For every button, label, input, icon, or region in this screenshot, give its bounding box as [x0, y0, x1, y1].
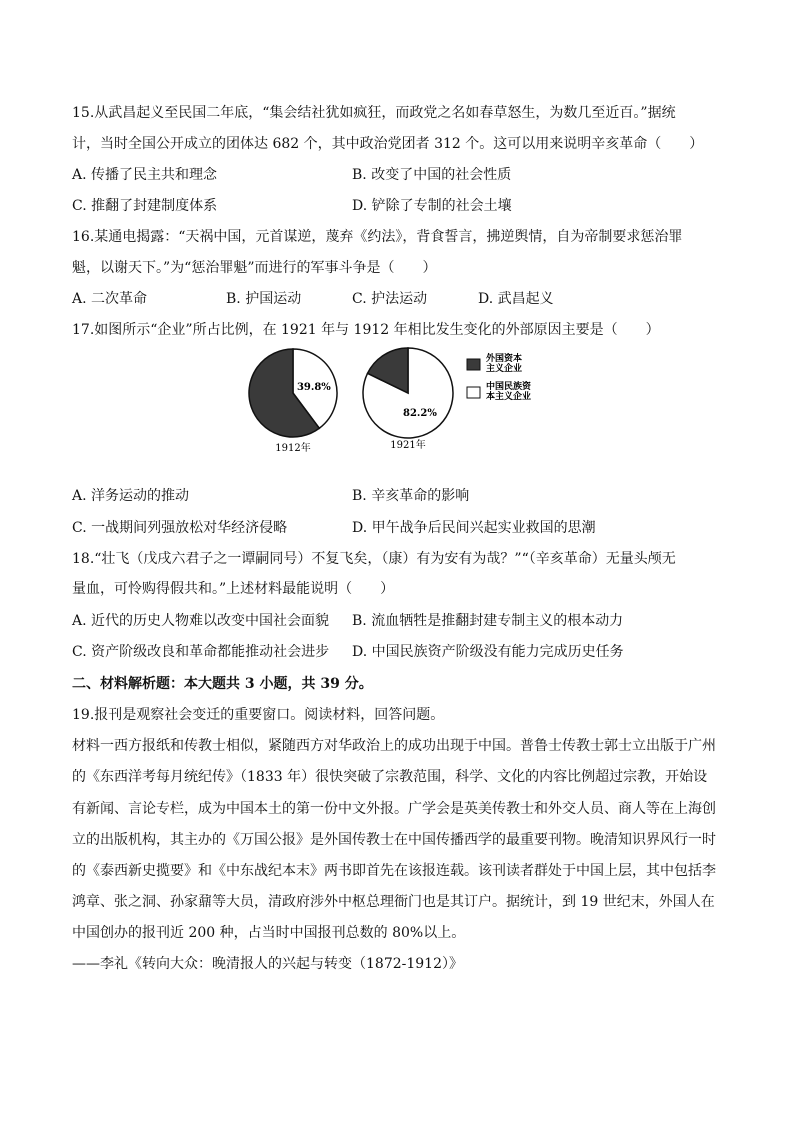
q15-option-c[interactable]: C. 推翻了封建制度体系	[72, 198, 218, 214]
q17-line-1: 17.如图所示“企业”所占比例，在 1921 年与 1912 年相比发生变化的外部原因主要是（ ）	[72, 322, 660, 338]
pie-chart-svg	[240, 345, 570, 460]
q16-line-1: 16.某通电揭露：“天祸中国，元首谋逆，蔑弃《约法》，背食誓言，拂逆舆情，自为帝制要求惩治罪	[72, 229, 683, 245]
q15-option-b[interactable]: B. 改变了中国的社会性质	[352, 167, 512, 183]
q19-intro: 19.报刊是观察社会变迁的重要窗口。阅读材料，回答问题。	[72, 707, 445, 723]
q16-option-d[interactable]: D. 武昌起义	[478, 291, 554, 307]
legend-label-domestic-line-1: 中国民族资	[486, 382, 532, 392]
q16-option-a[interactable]: A. 二次革命	[72, 291, 148, 307]
legend-label-domestic-line-2: 本主义企业	[486, 392, 532, 402]
pie-1921-domestic-percent-label: 82.2%	[403, 408, 437, 420]
q15-line-2: 计，当时全国公开成立的团体达 682 个，其中政治党团者 312 个。这可以用来说明辛亥革命（ ）	[72, 136, 704, 152]
q17-option-c[interactable]: C. 一战期间列强放松对华经济侵略	[72, 520, 288, 536]
q19-material-line-6: 鸿章、张之洞、孙家鼐等大员，清政府涉外中枢总理衙门也是其订户。据统计，到 19 世纪末，外国人在	[72, 894, 715, 910]
legend-label-foreign-line-1: 外国资本	[486, 354, 523, 364]
q19-material-line-3: 有新闻、言论专栏，成为中国本土的第一份中文外报。广学会是英美传教士和外交人员、商人等在上海创	[72, 801, 716, 817]
q19-material-line-5: 的《泰西新史揽要》和《中东战纪本末》两书即首先在该报连载。该刊读者群处于中国上层，其中包括李	[72, 863, 716, 879]
q17-option-d[interactable]: D. 甲午战争后民间兴起实业救国的思潮	[352, 520, 596, 536]
pie-1921-year-label: 1921年	[390, 440, 426, 451]
legend-label-foreign-line-2: 主义企业	[486, 364, 523, 374]
q17-option-a[interactable]: A. 洋务运动的推动	[72, 488, 190, 504]
q18-line-2: 量血，可怜购得假共和。”上述材料最能说明（ ）	[72, 581, 395, 597]
q17-option-b[interactable]: B. 辛亥革命的影响	[352, 488, 470, 504]
pie-1912-year-label: 1912年	[275, 443, 311, 454]
q19-material-line-2: 的《东西洋考每月统纪传》（1833 年）很快突破了宗教范围，科学、文化的内容比例超过宗教，开始设	[72, 769, 708, 785]
q18-line-1: 18.“壮飞（戊戌六君子之一谭嗣同号）不复飞矣，（康）有为安有为哉？”“（辛亥革命）无量头颅无	[72, 551, 676, 567]
pie-1912-domestic-percent-label: 39.8%	[296, 382, 331, 394]
q18-option-a[interactable]: A. 近代的历史人物难以改变中国社会面貌	[72, 613, 330, 629]
legend-label-foreign	[486, 352, 525, 374]
q15-option-a[interactable]: A. 传播了民主共和理念	[72, 167, 218, 183]
q16-line-2: 魁，以谢天下。”为“惩治罪魁”而进行的军事斗争是（ ）	[72, 260, 437, 276]
q15-option-d[interactable]: D. 铲除了专制的社会土壤	[352, 198, 512, 214]
q19-material-line-7: 中国创办的报刊近 200 种，占当时中国报刊总数的 80%以上。	[72, 925, 466, 941]
legend-swatch-foreign	[467, 359, 480, 370]
legend-swatch-domestic	[467, 387, 480, 398]
q15-line-1: 15.从武昌起义至民国二年底，“集会结社犹如疯狂，而政党之名如春草怒生，为数几至近百。”据统	[72, 105, 676, 121]
q18-option-d[interactable]: D. 中国民族资产阶级没有能力完成历史任务	[352, 644, 624, 660]
section-2-heading: 二、材料解析题：本大题共 3 小题，共 39 分。	[72, 676, 373, 692]
pie-1912	[249, 349, 337, 437]
q17-pie-chart	[240, 345, 570, 460]
legend-label-domestic	[486, 380, 534, 402]
q16-option-c[interactable]: C. 护法运动	[352, 291, 428, 307]
pie-1921	[363, 348, 453, 438]
q19-material-line-4: 立的出版机构，其主办的《万国公报》是外国传教士在中国传播西学的最重要刊物。晚清知识界风行一时	[72, 832, 716, 848]
q19-source: ——李礼《转向大众：晚清报人的兴起与转变（1872-1912）》	[72, 956, 463, 972]
q18-option-c[interactable]: C. 资产阶级改良和革命都能推动社会进步	[72, 644, 330, 660]
q18-option-b[interactable]: B. 流血牺牲是推翻封建专制主义的根本动力	[352, 613, 624, 629]
q19-material-line-1: 材料一西方报纸和传教士相似，紧随西方对华政治上的成功出现于中国。普鲁士传教士郭士立出版于广州	[72, 738, 716, 754]
q16-option-b[interactable]: B. 护国运动	[226, 291, 302, 307]
